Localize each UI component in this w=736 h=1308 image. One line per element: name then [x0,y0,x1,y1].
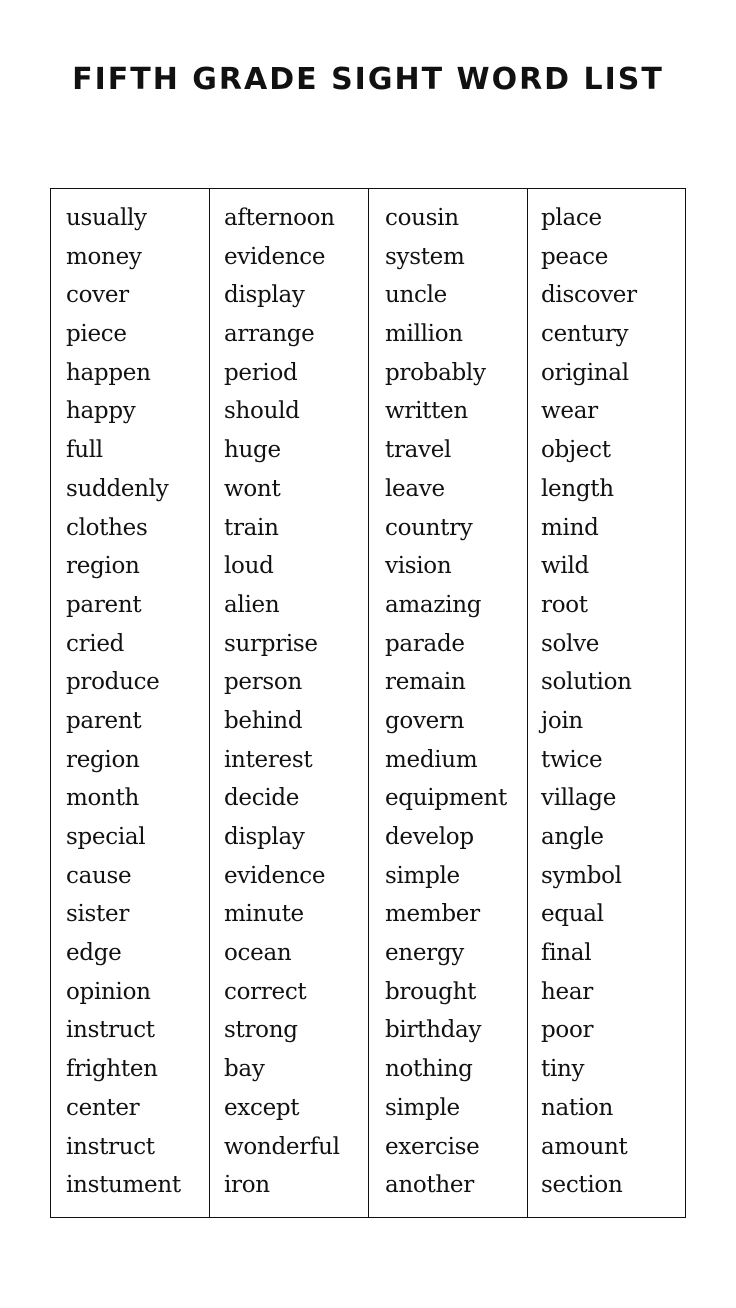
word-cell: parent [66,707,142,734]
word-cell: produce [66,669,160,696]
word-cell: opinion [66,978,151,1005]
word-cell: probably [385,359,486,386]
word-cell: energy [385,940,464,967]
word-cell: special [66,824,146,850]
word-cell: parent [66,591,142,618]
word-cell: afternoon [224,205,335,231]
word-cell: equal [541,901,604,928]
word-cell: written [385,398,468,425]
word-cell: instument [66,1172,181,1199]
word-cell: strong [224,1017,298,1044]
word-column-2 [210,189,369,1217]
word-cell: train [224,514,279,541]
word-cell: tiny [541,1056,585,1083]
word-column-4 [528,189,685,1217]
word-cell: frighten [66,1056,158,1083]
word-cell: wild [541,553,589,580]
word-cell: length [541,475,614,502]
word-cell: display [224,824,305,850]
word-cell: join [541,707,583,734]
word-cell: decide [224,785,300,812]
word-cell: place [541,205,602,231]
word-cell: suddenly [66,475,169,502]
word-cell: simple [385,1094,460,1121]
word-cell: solve [541,630,600,657]
word-column-1 [51,189,210,1217]
word-cell: clothes [66,514,148,541]
word-cell: another [385,1172,474,1199]
word-cell: member [385,901,480,928]
word-cell: month [66,785,140,812]
word-cell: edge [66,940,122,967]
word-cell: angle [541,824,604,850]
word-cell: symbol [541,862,622,889]
word-cell: amount [541,1133,628,1160]
word-cell: happen [66,359,151,386]
word-cell: evidence [224,243,326,270]
word-cell: develop [385,824,474,850]
word-cell: should [224,398,300,425]
page-title: FIFTH GRADE SIGHT WORD LIST [72,62,664,97]
word-cell: interest [224,746,313,773]
word-cell: section [541,1172,623,1199]
word-cell: iron [224,1172,270,1199]
word-cell: parade [385,630,465,657]
word-cell: display [224,282,305,309]
word-cell: exercise [385,1133,480,1160]
word-cell: ocean [224,940,292,967]
word-cell: mind [541,514,599,541]
word-cell: evidence [224,862,326,889]
word-cell: minute [224,901,304,928]
word-cell: instruct [66,1017,155,1044]
word-cell: amazing [385,591,482,618]
word-cell: usually [66,205,147,231]
word-cell: remain [385,669,466,696]
word-cell: twice [541,746,603,773]
word-cell: root [541,591,588,618]
word-cell: village [541,785,617,812]
word-cell: govern [385,707,465,734]
word-cell: uncle [385,282,447,309]
word-cell: cousin [385,205,459,231]
word-cell: poor [541,1017,594,1044]
word-cell: vision [385,553,452,580]
word-cell: final [541,940,592,967]
word-cell: travel [385,437,452,464]
word-cell: nation [541,1094,613,1121]
word-cell: original [541,359,629,386]
word-cell: region [66,746,140,773]
word-cell: wear [541,398,598,425]
word-cell: region [66,553,140,580]
word-cell: happy [66,398,136,425]
word-cell: solution [541,669,632,696]
word-column-3 [369,189,528,1217]
word-cell: full [66,437,103,464]
word-cell: nothing [385,1056,473,1083]
word-cell: system [385,243,465,270]
word-cell: loud [224,553,274,580]
word-cell: wont [224,475,281,502]
word-cell: sister [66,901,130,928]
word-cell: money [66,243,142,270]
word-cell: hear [541,978,593,1005]
word-cell: correct [224,978,307,1005]
word-cell: except [224,1094,300,1121]
word-cell: alien [224,591,280,618]
word-cell: leave [385,475,445,502]
word-cell: wonderful [224,1133,340,1160]
word-cell: arrange [224,321,315,348]
word-cell: country [385,514,473,541]
word-cell: center [66,1094,140,1121]
word-cell: peace [541,243,609,270]
word-cell: surprise [224,630,318,657]
word-cell: brought [385,978,477,1005]
word-cell: cried [66,630,125,657]
word-cell: cover [66,282,129,309]
word-cell: discover [541,282,637,309]
word-cell: bay [224,1056,265,1083]
word-cell: cause [66,862,132,889]
word-cell: behind [224,707,303,734]
word-cell: equipment [385,785,508,812]
word-cell: object [541,437,611,464]
word-cell: period [224,359,298,386]
word-cell: million [385,321,463,348]
word-cell: birthday [385,1017,482,1044]
word-cell: instruct [66,1133,155,1160]
word-cell: simple [385,862,460,889]
word-table [50,188,686,1218]
word-cell: piece [66,321,127,348]
word-cell: huge [224,437,281,464]
word-cell: century [541,321,629,348]
word-cell: medium [385,746,478,773]
word-cell: person [224,669,302,696]
